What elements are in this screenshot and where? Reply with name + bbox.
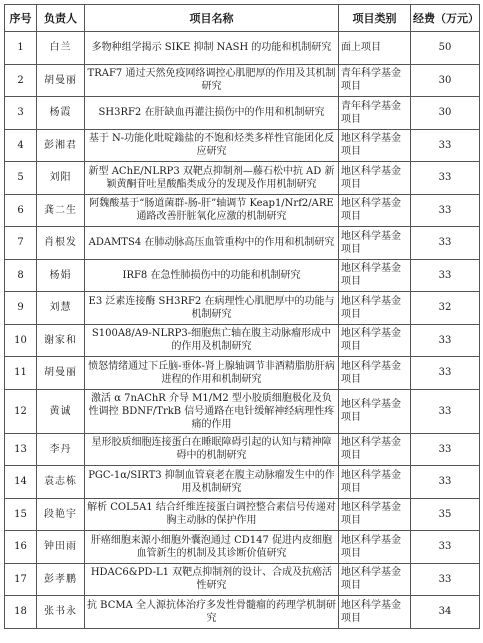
- cell-person: 胡曼丽: [37, 64, 85, 97]
- cell-project: IRF8 在急性肺损伤中的功能和机制研究: [85, 259, 339, 292]
- cell-person: 杨霞: [37, 97, 85, 130]
- cell-project: 肝癌细胞来源小细胞外囊泡通过 CD147 促进内皮细胞血管新生的机制及其诊断价值研究: [85, 531, 339, 564]
- cell-num: 18: [5, 596, 37, 629]
- cell-person: 黄诚: [37, 389, 85, 433]
- table-row: [5, 64, 480, 97]
- cell-category: 青年科学基金项目: [339, 97, 411, 130]
- cell-funds: 33: [411, 129, 480, 162]
- cell-funds: 34: [411, 596, 480, 629]
- cell-category: 地区科学基金项目: [339, 227, 411, 260]
- table-row: [5, 259, 480, 292]
- cell-num: 12: [5, 389, 37, 433]
- cell-funds: 33: [411, 389, 480, 433]
- cell-project: HDAC6&PD-L1 双靶点抑制剂的设计、合成及抗癌活性研究: [85, 563, 339, 596]
- cell-num: 14: [5, 466, 37, 499]
- table-row: [5, 357, 480, 390]
- cell-person: 刘慧: [37, 292, 85, 325]
- cell-person: 谢家和: [37, 324, 85, 357]
- cell-num: 6: [5, 194, 37, 227]
- cell-person: 肖根发: [37, 227, 85, 260]
- cell-category: 地区科学基金项目: [339, 389, 411, 433]
- table-row: [5, 531, 480, 564]
- cell-funds: 50: [411, 32, 480, 65]
- cell-project: TRAF7 通过天然免疫网络调控心肌肥厚的作用及其机制研究: [85, 64, 339, 97]
- cell-category: 地区科学基金项目: [339, 433, 411, 466]
- cell-funds: 33: [411, 259, 480, 292]
- cell-project: 抗 BCMA 全人源抗体治疗多发性骨髓瘤的药理学机制研究: [85, 596, 339, 629]
- cell-project: SH3RF2 在肝缺血再灌注损伤中的作用和机制研究: [85, 97, 339, 130]
- cell-funds: 33: [411, 227, 480, 260]
- cell-funds: 33: [411, 433, 480, 466]
- cell-funds: 33: [411, 162, 480, 195]
- cell-funds: 33: [411, 466, 480, 499]
- cell-num: 5: [5, 162, 37, 195]
- cell-num: 2: [5, 64, 37, 97]
- cell-num: 9: [5, 292, 37, 325]
- cell-category: 地区科学基金项目: [339, 292, 411, 325]
- cell-project: ADAMTS4 在肺动脉高压血管重构中的作用和机制研究: [85, 227, 339, 260]
- cell-num: 10: [5, 324, 37, 357]
- cell-project: 多物种组学揭示 SIKE 抑制 NASH 的功能和机制研究: [85, 32, 339, 65]
- cell-person: 李丹: [37, 433, 85, 466]
- cell-num: 15: [5, 498, 37, 531]
- cell-category: 地区科学基金项目: [339, 194, 411, 227]
- cell-num: 8: [5, 259, 37, 292]
- cell-num: 1: [5, 32, 37, 65]
- cell-category: 地区科学基金项目: [339, 563, 411, 596]
- cell-category: 青年科学基金项目: [339, 64, 411, 97]
- cell-category: 地区科学基金项目: [339, 531, 411, 564]
- cell-category: 地区科学基金项目: [339, 324, 411, 357]
- cell-person: 胡曼丽: [37, 357, 85, 390]
- table-row: [5, 466, 480, 499]
- cell-num: 13: [5, 433, 37, 466]
- cell-project: 解析 COL5A1 结合纤维连接蛋白调控整合素信号传递对胸主动脉的保护作用: [85, 498, 339, 531]
- table-row: [5, 498, 480, 531]
- cell-category: 地区科学基金项目: [339, 596, 411, 629]
- cell-funds: 30: [411, 64, 480, 97]
- cell-project: 愤怒情绪通过下丘脑-垂体-肾上腺轴调节非酒精脂肪肝病进程的作用和机制研究: [85, 357, 339, 390]
- cell-num: 17: [5, 563, 37, 596]
- table-row: [5, 292, 480, 325]
- cell-category: 地区科学基金项目: [339, 357, 411, 390]
- header-row: [5, 5, 480, 32]
- table-row: [5, 324, 480, 357]
- cell-num: 11: [5, 357, 37, 390]
- header-person: 负责人: [37, 5, 85, 32]
- table-row: [5, 433, 480, 466]
- cell-project: 基于 N-功能化吡啶鎓盐的不饱和烃类多样性官能团化反应研究: [85, 129, 339, 162]
- cell-category: 面上项目: [339, 32, 411, 65]
- table-row: [5, 596, 480, 629]
- cell-project: PGC-1α/SIRT3 抑制血管衰老在腹主动脉瘤发生中的作用及机制研究: [85, 466, 339, 499]
- cell-project: 激活 α 7nAChR 介导 M1/M2 型小胶质细胞极化及负性调控 BDNF/TrkB 信号通路在电针缓解神经病理性疼痛的作用: [85, 389, 339, 433]
- cell-funds: 33: [411, 194, 480, 227]
- cell-person: 白兰: [37, 32, 85, 65]
- cell-project: S100A8/A9-NLRP3-细胞焦亡轴在腹主动脉瘤形成中的作用及机制研究: [85, 324, 339, 357]
- header-category: 项目类别: [339, 5, 411, 32]
- cell-num: 4: [5, 129, 37, 162]
- cell-funds: 35: [411, 498, 480, 531]
- cell-category: 地区科学基金项目: [339, 129, 411, 162]
- cell-project: E3 泛素连接酶 SH3RF2 在病理性心肌肥厚中的功能与机制研究: [85, 292, 339, 325]
- funding-table-container: [4, 4, 479, 629]
- cell-project: 新型 AChE/NLRP3 双靶点抑制剂—藤石松中抗 AD 新颖黄酮苷吐星酸酯类成分的发现及作用机制研究: [85, 162, 339, 195]
- table-row: [5, 129, 480, 162]
- cell-person: 彭湘君: [37, 129, 85, 162]
- cell-project: 星形胶质细胞连接蛋白在睡眠障碍引起的认知与精神障碍中的机制研究: [85, 433, 339, 466]
- cell-funds: 33: [411, 531, 480, 564]
- cell-person: 刘阳: [37, 162, 85, 195]
- cell-project: 阿魏酸基于“肠道菌群-肠-肝”轴调节 Keap1/Nrf2/ARE 通路改善肝脏氧化应激的机制研究: [85, 194, 339, 227]
- funding-table: [4, 4, 480, 629]
- header-project: 项目名称: [85, 5, 339, 32]
- cell-funds: 33: [411, 324, 480, 357]
- header-funds: 经费（万元）: [411, 5, 480, 32]
- cell-category: 地区科学基金项目: [339, 259, 411, 292]
- table-row: [5, 194, 480, 227]
- cell-person: 彭孝鹏: [37, 563, 85, 596]
- cell-funds: 30: [411, 97, 480, 130]
- cell-num: 3: [5, 97, 37, 130]
- cell-funds: 32: [411, 292, 480, 325]
- header-num: 序号: [5, 5, 37, 32]
- table-row: [5, 97, 480, 130]
- cell-person: 张书永: [37, 596, 85, 629]
- cell-category: 地区科学基金项目: [339, 466, 411, 499]
- cell-funds: 33: [411, 563, 480, 596]
- table-row: [5, 563, 480, 596]
- table-row: [5, 389, 480, 433]
- cell-person: 龚二生: [37, 194, 85, 227]
- cell-person: 钟田雨: [37, 531, 85, 564]
- cell-category: 地区科学基金项目: [339, 162, 411, 195]
- cell-category: 地区科学基金项目: [339, 498, 411, 531]
- cell-person: 段艳宇: [37, 498, 85, 531]
- table-row: [5, 32, 480, 65]
- cell-person: 袁志栋: [37, 466, 85, 499]
- table-row: [5, 227, 480, 260]
- cell-funds: 33: [411, 357, 480, 390]
- cell-num: 7: [5, 227, 37, 260]
- cell-num: 16: [5, 531, 37, 564]
- table-row: [5, 162, 480, 195]
- cell-person: 杨娟: [37, 259, 85, 292]
